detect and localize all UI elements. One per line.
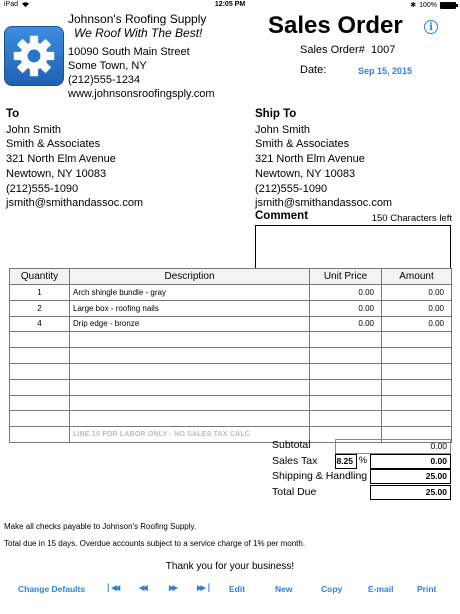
company-website: www.johnsonsroofingsply.com — [68, 88, 215, 100]
battery-percent: 100% — [419, 1, 437, 9]
company-logo[interactable] — [4, 26, 64, 86]
table-row[interactable] — [10, 348, 452, 364]
table-row[interactable] — [10, 379, 452, 395]
bill-to-line: Newtown, NY 10083 — [6, 167, 107, 180]
unit-price-cell[interactable] — [310, 332, 382, 348]
gear-icon — [11, 33, 57, 79]
unit-price-cell[interactable] — [310, 348, 382, 364]
total-due-label: Total Due — [272, 485, 317, 498]
bill-to-block[interactable] — [6, 107, 143, 211]
order-date-value[interactable]: Sep 15, 2015 — [358, 66, 413, 76]
amount-cell — [382, 348, 452, 364]
bill-to-line: (212)555-1090 — [6, 182, 79, 195]
table-row[interactable] — [10, 300, 452, 316]
previous-record-icon[interactable]: ◀◀ — [139, 585, 146, 592]
description-cell[interactable]: Large box - roofing nails — [70, 300, 310, 316]
company-address-2: Some Town, NY — [68, 60, 147, 72]
company-tagline: We Roof With The Best! — [74, 26, 203, 40]
subtotal-label: Subtotal — [272, 439, 311, 451]
description-cell[interactable]: Arch shingle bundle - gray — [70, 285, 310, 301]
bill-to-header: To — [6, 108, 20, 120]
company-info — [68, 12, 215, 101]
ship-to-line: John Smith — [255, 123, 311, 136]
ship-to-line: Newtown, NY 10083 — [255, 167, 356, 180]
table-row[interactable] — [10, 411, 452, 427]
column-header-description: Description — [70, 269, 310, 285]
amount-cell — [382, 379, 452, 395]
table-row[interactable] — [10, 285, 452, 301]
amount-cell — [382, 363, 452, 379]
amount-cell — [382, 332, 452, 348]
shipping-label: Shipping & Handling — [272, 470, 368, 482]
battery-icon — [440, 2, 456, 9]
description-cell[interactable] — [70, 332, 310, 348]
subtotal-value: 0.00 — [335, 439, 451, 454]
change-defaults-button[interactable]: Change Defaults — [18, 584, 86, 594]
description-cell[interactable] — [70, 379, 310, 395]
table-row[interactable] — [10, 395, 452, 411]
total-due-value: 25.00 — [370, 485, 451, 500]
quantity-cell[interactable]: 2 — [10, 300, 70, 316]
quantity-cell[interactable] — [10, 427, 70, 443]
unit-price-cell[interactable] — [310, 363, 382, 379]
labor-description-cell[interactable]: LINE 10 FOR LABOR ONLY - NO SALES TAX CALC — [70, 427, 310, 443]
amount-cell — [382, 395, 452, 411]
bill-to-line: Smith & Associates — [6, 138, 101, 151]
table-row[interactable] — [10, 316, 452, 332]
status-bar — [0, 0, 460, 12]
order-date-label: Date: — [300, 64, 327, 76]
last-record-icon[interactable]: ▶▶▕ — [197, 585, 208, 592]
company-phone: (212)555-1234 — [68, 74, 141, 86]
status-time: 12:05 PM — [214, 1, 246, 8]
page-title: Sales Order — [268, 12, 403, 39]
company-name: Johnson's Roofing Supply — [68, 12, 207, 26]
unit-price-cell[interactable] — [310, 395, 382, 411]
line-items-table — [9, 268, 452, 443]
amount-cell: 0.00 — [382, 285, 452, 301]
device-label: iPad — [4, 1, 19, 8]
description-cell[interactable] — [70, 348, 310, 364]
bill-to-line: 321 North Elm Avenue — [6, 153, 116, 166]
print-button[interactable]: Print — [417, 584, 437, 594]
order-number — [300, 44, 395, 56]
first-record-icon[interactable]: ▏◀◀ — [108, 585, 119, 592]
description-cell[interactable] — [70, 395, 310, 411]
description-cell[interactable] — [70, 363, 310, 379]
quantity-cell[interactable]: 4 — [10, 316, 70, 332]
description-cell[interactable]: Drip edge - bronze — [70, 316, 310, 332]
battery-fill — [441, 3, 455, 8]
company-address-1: 10090 South Main Street — [68, 46, 190, 58]
ship-to-header: Ship To — [255, 108, 297, 120]
bill-to-line: jsmith@smithandassoc.com — [6, 197, 144, 210]
tax-rate-field[interactable]: 8.25 — [335, 454, 357, 469]
sales-tax-label: Sales Tax — [272, 454, 318, 467]
quantity-cell[interactable]: 1 — [10, 285, 70, 301]
ship-to-line: 321 North Elm Avenue — [255, 153, 365, 166]
column-header-unit-price: Unit Price — [310, 269, 382, 285]
ship-to-block[interactable] — [255, 107, 392, 211]
unit-price-cell[interactable]: 0.00 — [310, 300, 382, 316]
next-record-icon[interactable]: ▶▶ — [169, 585, 176, 592]
sales-tax-value: 0.00 — [370, 454, 451, 469]
amount-cell — [382, 411, 452, 427]
info-icon[interactable]: i — [424, 20, 438, 34]
email-button[interactable]: E-mail — [368, 584, 394, 594]
comment-input[interactable] — [255, 225, 451, 271]
edit-button[interactable]: Edit — [229, 584, 246, 594]
quantity-cell[interactable] — [10, 379, 70, 395]
copy-button[interactable]: Copy — [321, 584, 343, 594]
ship-to-line: Smith & Associates — [255, 138, 350, 151]
table-row[interactable] — [10, 332, 452, 348]
quantity-cell[interactable] — [10, 411, 70, 427]
thank-you-note: Thank you for your business! — [165, 561, 295, 572]
quantity-cell[interactable] — [10, 363, 70, 379]
column-header-amount: Amount — [382, 269, 452, 285]
comment-label: Comment — [255, 210, 309, 222]
amount-cell: 0.00 — [382, 300, 452, 316]
unit-price-cell[interactable]: 0.00 — [310, 285, 382, 301]
bottom-toolbar — [0, 584, 460, 598]
unit-price-cell[interactable] — [310, 411, 382, 427]
quantity-cell[interactable] — [10, 395, 70, 411]
terms-note: Total due in 15 days. Overdue accounts subject to a service charge of 1% per month. — [4, 539, 306, 548]
shipping-field[interactable]: 25.00 — [370, 469, 451, 484]
ship-to-line: jsmith@smithandassoc.com — [255, 197, 393, 210]
unit-price-cell[interactable]: 0.00 — [310, 316, 382, 332]
bluetooth-icon: ✱ — [410, 2, 417, 9]
quantity-cell[interactable] — [10, 348, 70, 364]
description-cell[interactable] — [70, 411, 310, 427]
table-header-row — [10, 269, 452, 285]
column-header-quantity: Quantity — [10, 269, 70, 285]
payment-note: Make all checks payable to Johnson's Roofing Supply. — [4, 522, 197, 531]
ship-to-line: (212)555-1090 — [255, 182, 328, 195]
tax-percent-sign: % — [359, 455, 368, 465]
status-right — [410, 1, 456, 9]
quantity-cell[interactable] — [10, 332, 70, 348]
order-number-value[interactable]: 1007 — [370, 44, 396, 56]
unit-price-cell[interactable] — [310, 379, 382, 395]
chars-left-counter: 150 Characters left — [371, 213, 452, 224]
bill-to-line: John Smith — [6, 123, 62, 136]
amount-cell: 0.00 — [382, 316, 452, 332]
new-button[interactable]: New — [275, 584, 293, 594]
order-number-label: Sales Order# — [300, 44, 365, 56]
table-row[interactable] — [10, 363, 452, 379]
